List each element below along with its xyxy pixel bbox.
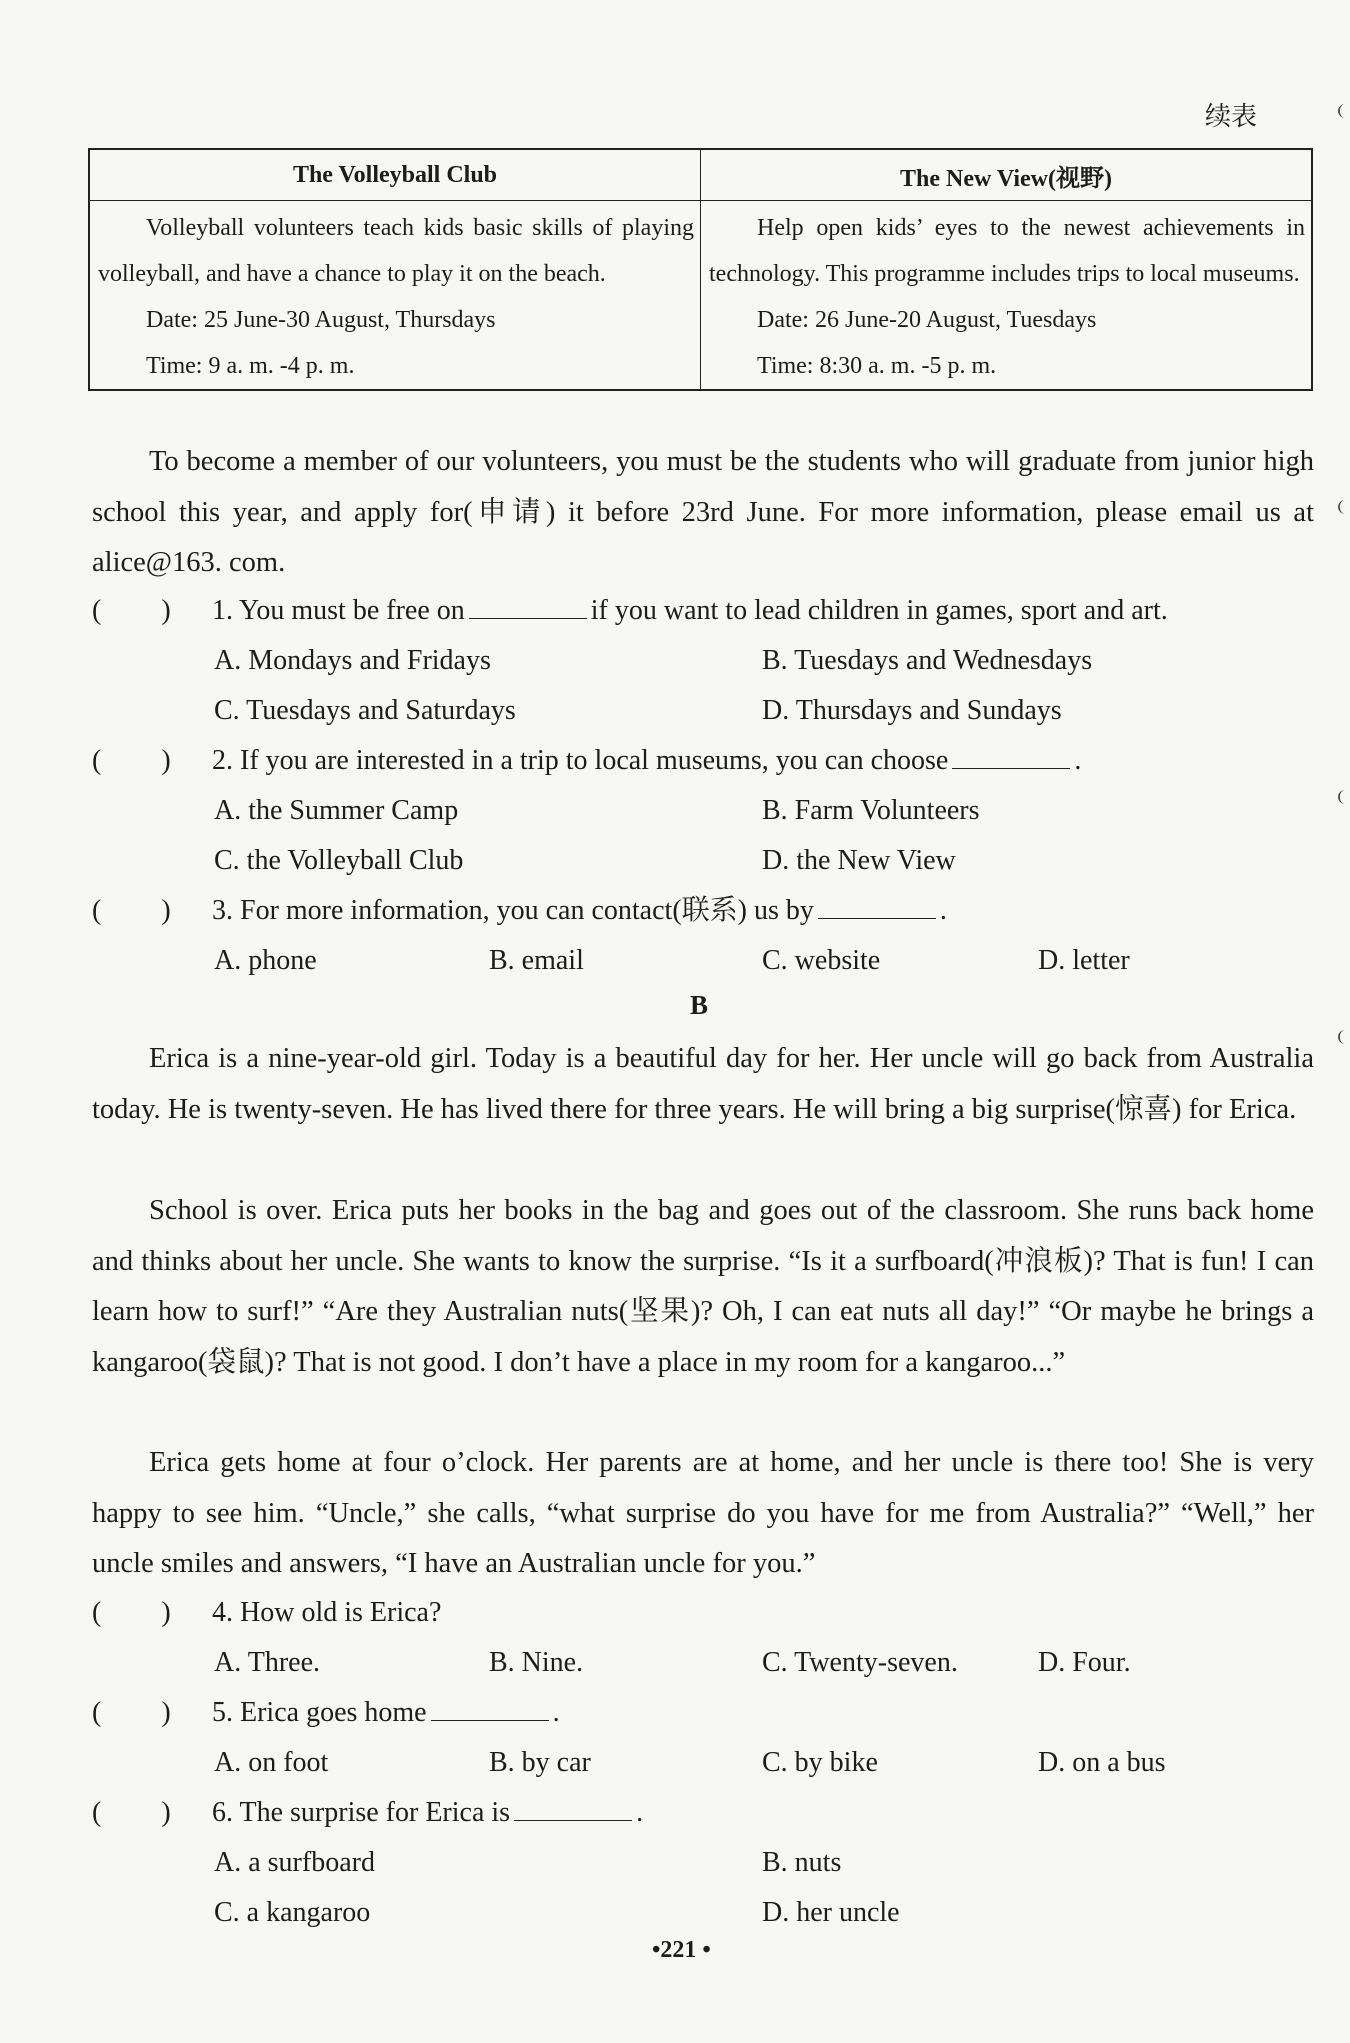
option-c: C. website [762, 945, 881, 976]
question-2 [92, 736, 1322, 786]
new-view-description: Help open kids’ eyes to the newest achievements in technology. This programme includes trips to local museums. [709, 215, 1305, 287]
question-2-stem: 2. If you are interested in a trip to local museums, you can choose [212, 745, 949, 776]
question-5-stem-end: . [552, 1697, 560, 1728]
answer-blank [514, 1790, 632, 1821]
option-c: C. Twenty-seven. [762, 1647, 958, 1678]
binding-edge-mark [1338, 1030, 1350, 1044]
new-view-time: Time: 8:30 a. m. -5 p. m. [757, 353, 997, 379]
option-b: B. by car [489, 1747, 591, 1778]
answer-blank [818, 888, 936, 919]
binding-edge-mark [1338, 790, 1350, 804]
question-6 [92, 1788, 1322, 1838]
option-d: D. Four. [1038, 1647, 1131, 1678]
question-3-stem: 3. For more information, you can contact(联系) us by [212, 895, 814, 926]
option-a: A. Three. [214, 1647, 320, 1678]
section-b-heading: B [690, 990, 709, 1020]
continued-label: 续表 [1205, 102, 1258, 131]
question-5-stem: 5. Erica goes home [212, 1697, 427, 1728]
volleyball-club-description: Volleyball volunteers teach kids basic skills of playing volleyball, and have a chance to play it on the beach. [98, 215, 694, 287]
question-5 [92, 1688, 1322, 1738]
intro-paragraph: To become a member of our volunteers, you must be the students who will graduate from junior high school this year, and apply for(申请) it before 23rd June. For more information, please email us at alice@163. com. [92, 446, 1314, 578]
binding-edge-mark [1338, 500, 1350, 514]
question-4 [92, 1588, 1322, 1638]
answer-bracket[interactable]: ( ) [92, 595, 171, 626]
option-b: B. Tuesdays and Wednesdays [762, 645, 1093, 676]
page-number: •221 • [652, 1937, 711, 1963]
option-c: C. by bike [762, 1747, 878, 1778]
volleyball-club-cell [89, 201, 701, 391]
question-1 [92, 586, 1322, 636]
option-d: D. letter [1038, 945, 1130, 976]
option-b: B. Farm Volunteers [762, 795, 980, 826]
answer-blank [469, 588, 587, 619]
question-6-stem-end: . [636, 1797, 644, 1828]
option-c: C. a kangaroo [214, 1897, 371, 1928]
answer-bracket[interactable]: ( ) [92, 1797, 171, 1828]
option-b: B. nuts [762, 1847, 842, 1878]
question-6-stem: 6. The surprise for Erica is [212, 1797, 511, 1828]
new-view-cell [701, 201, 1313, 391]
option-b: B. Nine. [489, 1647, 584, 1678]
question-1-stem-end: if you want to lead children in games, sport and art. [590, 595, 1168, 626]
option-c: C. the Volleyball Club [214, 845, 464, 876]
volleyball-club-header: The Volleyball Club [89, 149, 701, 201]
option-d: D. her uncle [762, 1897, 900, 1928]
volleyball-club-date: Date: 25 June-30 August, Thursdays [146, 307, 496, 333]
question-4-stem: 4. How old is Erica? [212, 1597, 442, 1628]
option-c: C. Tuesdays and Saturdays [214, 695, 516, 726]
new-view-date: Date: 26 June-20 August, Tuesdays [757, 307, 1097, 333]
story-paragraph-3: Erica gets home at four o’clock. Her parents are at home, and her uncle is there too! She is very happy to see him. “Uncle,” she calls, “what surprise do you have for me from Australia?” “Well,” her uncle smiles and answers, “I have an Australian uncle for you.” [92, 1447, 1314, 1579]
question-1-stem: 1. You must be free on [212, 595, 465, 626]
answer-bracket[interactable]: ( ) [92, 1597, 171, 1628]
volunteer-programs-table [88, 148, 1313, 391]
question-3 [92, 886, 1322, 936]
answer-bracket[interactable]: ( ) [92, 745, 171, 776]
answer-blank [431, 1690, 549, 1721]
answer-blank [952, 738, 1070, 769]
answer-bracket[interactable]: ( ) [92, 895, 171, 926]
option-d: D. the New View [762, 845, 956, 876]
option-a: A. on foot [214, 1747, 329, 1778]
volleyball-club-time: Time: 9 a. m. -4 p. m. [146, 353, 355, 379]
option-a: A. a surfboard [214, 1847, 375, 1878]
option-b: B. email [489, 945, 584, 976]
option-d: D. on a bus [1038, 1747, 1166, 1778]
option-d: D. Thursdays and Sundays [762, 695, 1062, 726]
story-paragraph-2: School is over. Erica puts her books in the bag and goes out of the classroom. She runs back home and thinks about her uncle. She wants to know the surprise. “Is it a surfboard(冲浪板)? That is fun! I can learn how to surf!” “Are they Australian nuts(坚果)? Oh, I can eat nuts all day!” “Or maybe he brings a kangaroo(袋鼠)? That is not good. I don’t have a place in my room for a kangaroo...” [92, 1195, 1314, 1378]
table-row [89, 201, 1312, 391]
answer-bracket[interactable]: ( ) [92, 1697, 171, 1728]
story-paragraph-1: Erica is a nine-year-old girl. Today is a beautiful day for her. Her uncle will go back from Australia today. He is twenty-seven. He has lived there for three years. He will bring a big surprise(惊喜) for Erica. [92, 1043, 1314, 1125]
option-a: A. phone [214, 945, 317, 976]
question-2-stem-end: . [1074, 745, 1082, 776]
option-a: A. Mondays and Fridays [214, 645, 491, 676]
option-a: A. the Summer Camp [214, 795, 459, 826]
binding-edge-mark [1338, 104, 1350, 118]
new-view-header: The New View(视野) [701, 149, 1313, 201]
table-header-row [89, 149, 1312, 201]
question-3-stem-end: . [939, 895, 947, 926]
